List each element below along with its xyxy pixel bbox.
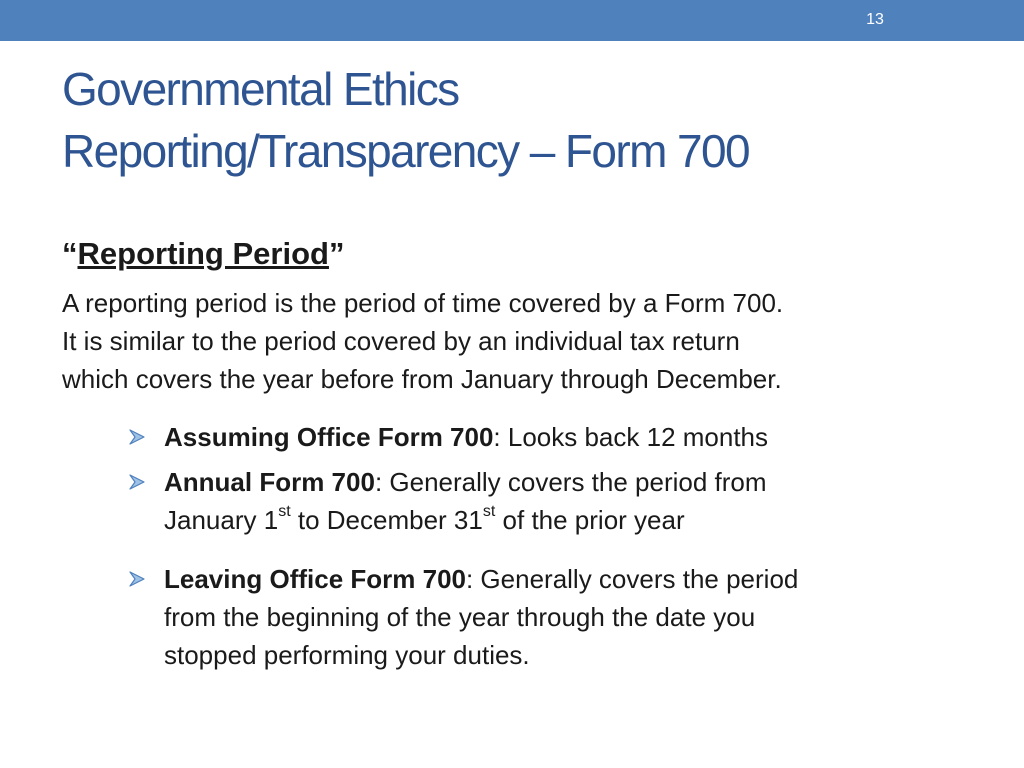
- bullet-text-part: of the prior year: [495, 505, 685, 535]
- arrow-bullet-icon: [128, 570, 146, 588]
- bullet-text-part: to December 31: [290, 505, 483, 535]
- slide-title: [62, 58, 982, 182]
- bullet-line: stopped performing your duties.: [164, 640, 530, 670]
- bullet-term: Assuming Office Form 700: [164, 422, 494, 452]
- bullet-text-part: January 1: [164, 505, 279, 535]
- section-heading: [62, 234, 344, 274]
- bullet-text: [164, 560, 974, 674]
- arrow-bullet-icon: [128, 428, 146, 446]
- bullet-line: [164, 501, 974, 539]
- bullet-term: Annual Form 700: [164, 467, 375, 497]
- bullet-line: [164, 463, 974, 501]
- slide-title-line-1: Governmental Ethics: [62, 63, 459, 115]
- intro-line: A reporting period is the period of time covered by a Form 700.: [62, 288, 784, 318]
- page-number: 13: [866, 11, 884, 28]
- section-heading-text: Reporting Period: [77, 236, 329, 271]
- bullet-description: : Generally covers the period from: [374, 467, 767, 497]
- superscript: st: [278, 503, 291, 521]
- bullet-term: Leaving Office Form 700: [164, 564, 466, 594]
- header-bar: [0, 0, 1024, 41]
- intro-paragraph: [62, 284, 982, 398]
- superscript: st: [482, 503, 496, 521]
- bullet-text: [164, 463, 974, 539]
- bullet-description: : Generally covers the period: [465, 564, 799, 594]
- slide-title-line-2: Reporting/Transparency – Form 700: [62, 125, 749, 177]
- bullet-line: from the beginning of the year through the date you: [164, 602, 756, 632]
- close-quote: ”: [328, 236, 345, 271]
- bullet-text: [164, 418, 974, 456]
- bullet-line: [164, 418, 974, 456]
- intro-line: which covers the year before from January through December.: [62, 364, 782, 394]
- intro-line: It is similar to the period covered by an individual tax return: [62, 326, 740, 356]
- open-quote: “: [62, 236, 78, 271]
- bullet-description: : Looks back 12 months: [493, 422, 769, 452]
- bullet-line: [164, 560, 974, 598]
- arrow-bullet-icon: [128, 473, 146, 491]
